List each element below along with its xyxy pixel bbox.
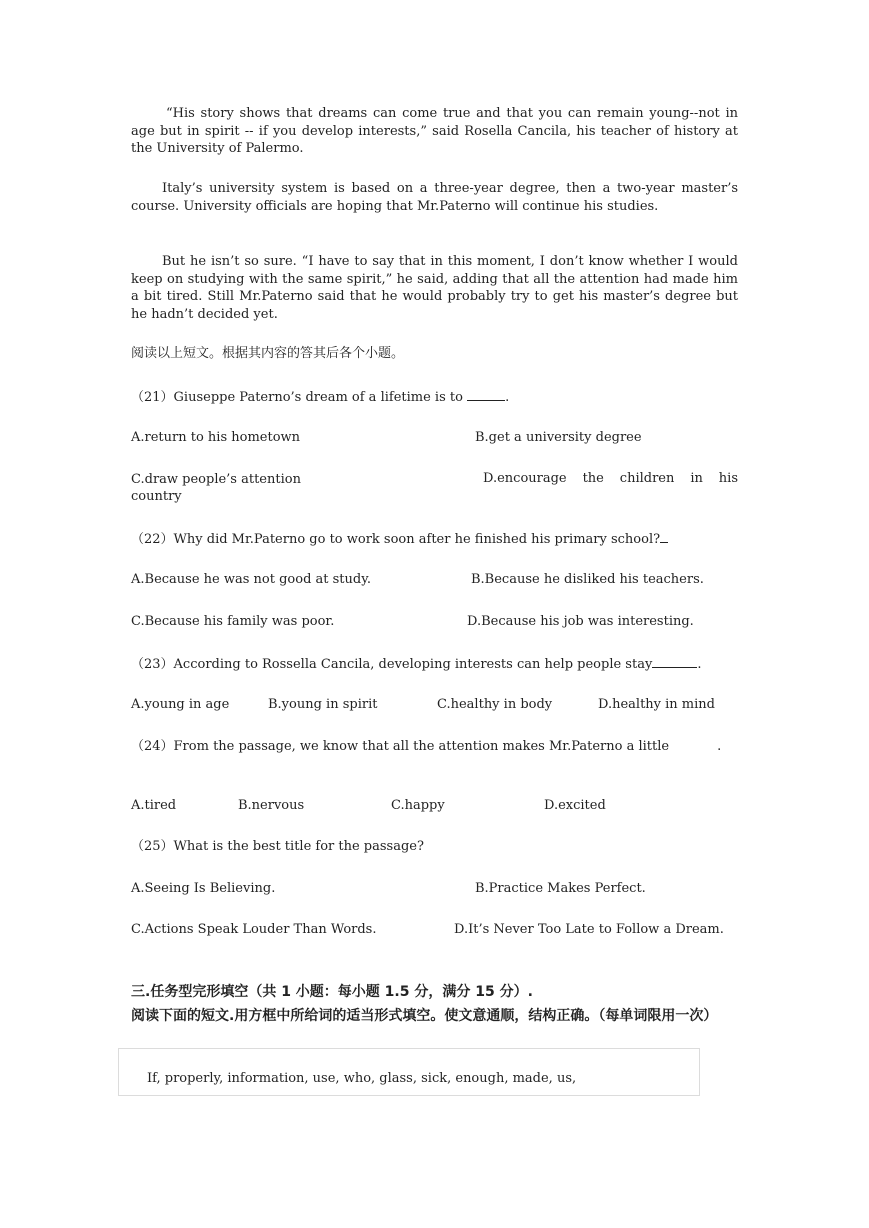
- question-21-option-a: A.return to his hometown: [131, 430, 301, 445]
- question-21-option-b: B.get a university degree: [475, 430, 642, 445]
- question-21-option-c: C.draw people’s attention: [131, 472, 301, 487]
- question-25-option-a: A.Seeing Is Believing.: [131, 881, 276, 896]
- answer-blank: [652, 655, 697, 668]
- question-21: [131, 388, 509, 406]
- question-25-option-c: C.Actions Speak Louder Than Words.: [131, 922, 377, 937]
- question-24-stem-end: .: [717, 739, 722, 754]
- question-23-option-d: D.healthy in mind: [598, 697, 715, 712]
- passage-paragraph-2: Italy’s university system is based on a three-year degree, then a two-year master’s course. University officials are hoping that Mr.Paterno will continue his studies.: [131, 181, 738, 214]
- question-21-stem: （21）Giuseppe Paterno’s dream of a lifetime is to: [131, 390, 468, 405]
- question-22-option-a: A.Because he was not good at study.: [131, 572, 371, 587]
- answer-blank: [467, 388, 505, 401]
- reading-instruction: 阅读以上短文。根据其内容的答其后各个小题。: [131, 346, 405, 361]
- question-24-option-c: C.happy: [391, 798, 445, 813]
- question-21-stem-end: .: [505, 390, 510, 405]
- question-24-option-d: D.excited: [544, 798, 606, 813]
- word-box-words: If, properly, information, use, who, glass, sick, enough, made, us,: [147, 1071, 577, 1086]
- question-24-stem: （24）From the passage, we know that all the attention makes Mr.Paterno a little: [131, 739, 670, 754]
- question-22-option-b: B.Because he disliked his teachers.: [471, 572, 704, 587]
- question-23-stem: （23）According to Rossella Cancila, developing interests can help people stay: [131, 657, 653, 672]
- question-22-option-c: C.Because his family was poor.: [131, 614, 335, 629]
- question-24-option-b: B.nervous: [238, 798, 305, 813]
- question-23-option-a: A.young in age: [131, 697, 230, 712]
- section-3-directions: 阅读下面的短文.用方框中所给词的适当形式填空。使文意通顺，结构正确。（每单词限用一次）: [131, 1008, 718, 1024]
- question-23-stem-end: .: [697, 657, 702, 672]
- question-25-option-b: B.Practice Makes Perfect.: [475, 881, 646, 896]
- word-box: [118, 1048, 700, 1096]
- section-3-heading: 三.任务型完形填空（共 1 小题：每小题 1.5 分，满分 15 分）.: [131, 984, 533, 1000]
- question-22: [131, 530, 668, 548]
- question-22-option-d: D.Because his job was interesting.: [467, 614, 694, 629]
- question-23-option-b: B.young in spirit: [268, 697, 378, 712]
- question-22-stem: （22）Why did Mr.Paterno go to work soon after he finished his primary school?: [131, 532, 661, 547]
- question-24: [131, 738, 738, 756]
- passage-paragraph-1: “His story shows that dreams can come true and that you can remain young--not in age but in spirit -- if you develop interests,” said Rosella Cancila, his teacher of history at the University of Palermo.: [131, 106, 738, 156]
- passage-paragraph-3: But he isn’t so sure. “I have to say that in this moment, I don’t know whether I would keep on studying with the same spirit,” he said, adding that all the attention had made him a bit tired. Still Mr.Paterno said that he would probably try to get his master’s degree but he hadn’t decided yet.: [131, 254, 738, 322]
- question-23-option-c: C.healthy in body: [437, 697, 553, 712]
- question-21-option-d-wrapped: D.encourage the children in his country: [131, 471, 738, 504]
- question-25-option-d: D.It’s Never Too Late to Follow a Dream.: [454, 922, 724, 937]
- answer-blank: [660, 530, 668, 543]
- question-24-option-a: A.tired: [131, 798, 177, 813]
- question-23: [131, 655, 701, 673]
- question-25: （25）What is the best title for the passage?: [131, 839, 424, 854]
